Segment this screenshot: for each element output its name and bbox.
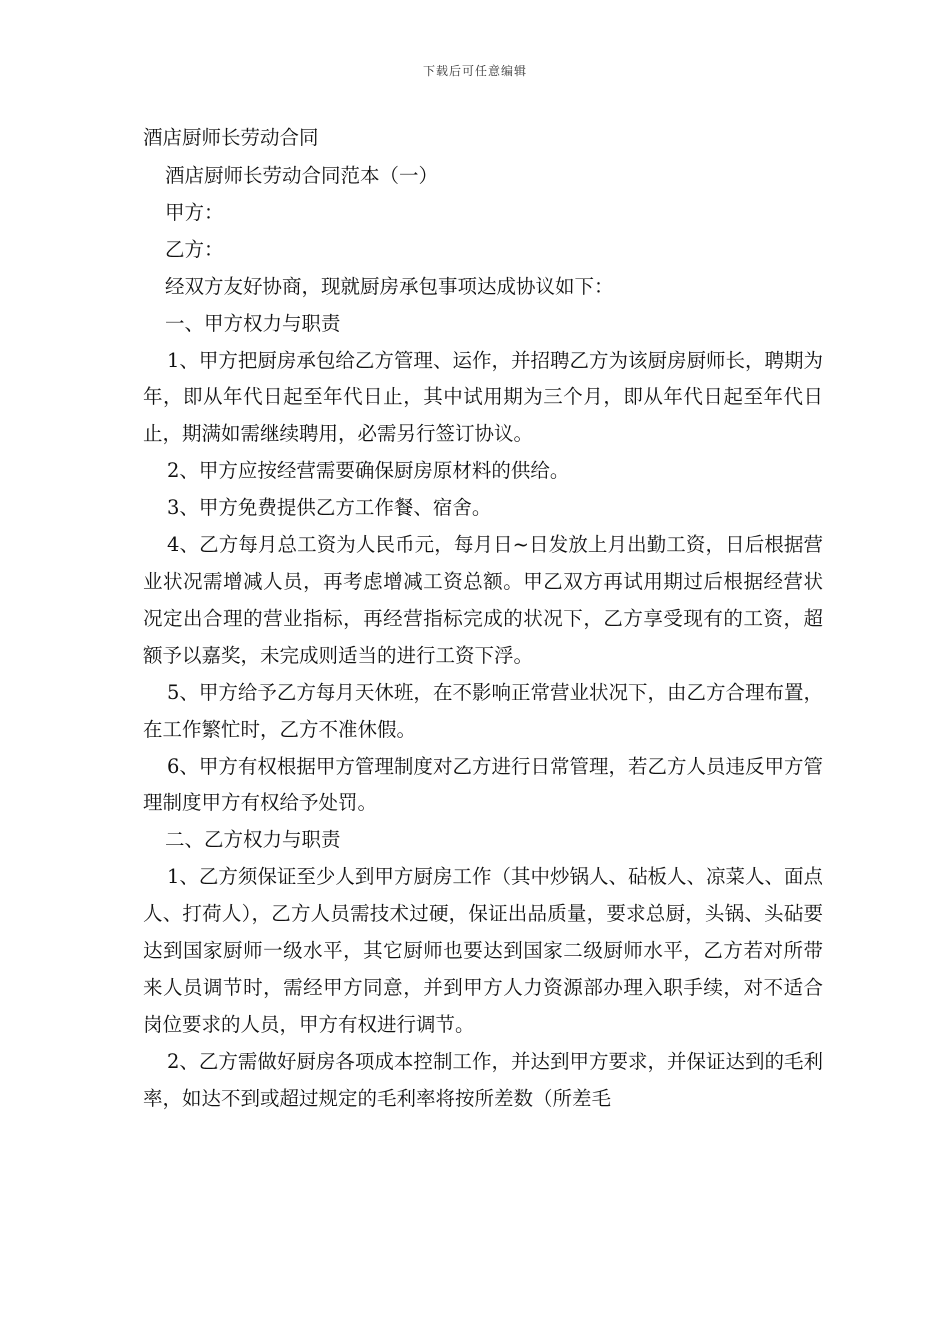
party-a-line: 甲方：	[165, 200, 224, 224]
document-title: 酒店厨师长劳动合同	[143, 126, 319, 149]
document-subtitle: 酒店厨师长劳动合同范本（一）	[165, 164, 439, 187]
clause-paragraph: 4、乙方每月总工资为人民币元，每月日~日发放上月出勤工资，日后根据营业状况需增减人员，再考虑增减工资总额。甲乙双方再试用期过后根据经营状况定出合理的营业指标，再经营指标完成的状况下，乙方享受现有的工资，超额予以嘉奖，未完成则适当的进行工资下浮。	[143, 533, 823, 667]
clause-paragraph: 6、甲方有权根据甲方管理制度对乙方进行日常管理，若乙方人员违反甲方管理制度甲方有权给予处罚。	[143, 754, 823, 815]
clause-paragraph: 1、乙方须保证至少人到甲方厨房工作（其中炒锅人、砧板人、凉菜人、面点人、打荷人），乙方人员需技术过硬，保证出品质量，要求总厨，头锅、头砧要达到国家厨师一级水平，其它厨师也要达到国家二级厨师水平，乙方若对所带来人员调节时，需经甲方同意，并到甲方人力资源部办理入职手续，对不适合岗位要求的人员，甲方有权进行调节。	[143, 865, 823, 1036]
clause-paragraph: 3、甲方免费提供乙方工作餐、宿舍。	[167, 496, 492, 520]
section-heading: 二、乙方权力与职责	[165, 828, 341, 852]
section-heading: 一、甲方权力与职责	[165, 311, 341, 335]
page-header-note: 下载后可任意编辑	[422, 64, 527, 78]
clause-paragraph: 1、甲方把厨房承包给乙方管理、运作，并招聘乙方为该厨房厨师长，聘期为年，即从年代日起至年代日止，其中试用期为三个月，即从年代日起至年代日止，期满如需继续聘用，必需另行签订协议。	[143, 348, 823, 446]
party-b-line: 乙方：	[165, 237, 224, 261]
document-body	[143, 121, 823, 1118]
clause-paragraph: 5、甲方给予乙方每月天休班，在不影响正常营业状况下，由乙方合理布置，在工作繁忙时，乙方不准休假。	[143, 680, 823, 741]
clause-paragraph: 2、甲方应按经营需要确保厨房原材料的供给。	[167, 459, 570, 483]
clause-paragraph: 2、乙方需做好厨房各项成本控制工作，并达到甲方要求，并保证达到的毛利率，如达不到或超过规定的毛利率将按所差数（所差毛	[143, 1049, 823, 1110]
intro-paragraph: 经双方友好协商，现就厨房承包事项达成协议如下：	[165, 274, 614, 298]
